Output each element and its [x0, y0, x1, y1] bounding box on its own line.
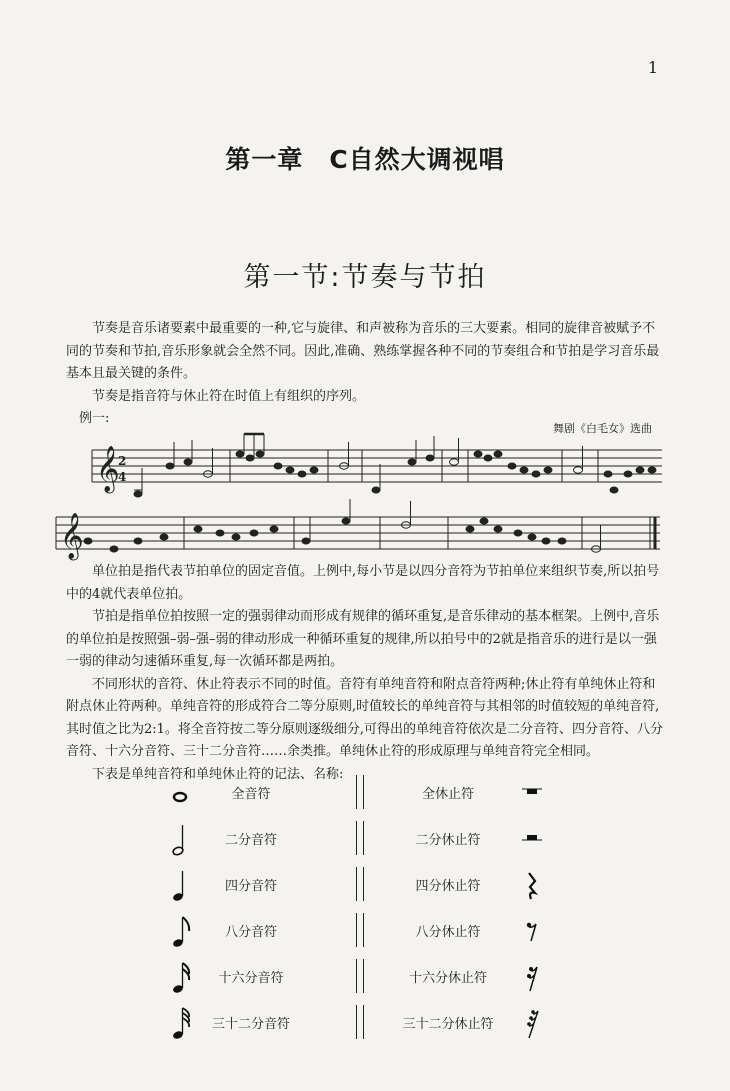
thirty-second-rest-icon	[520, 1007, 544, 1041]
body-paragraph: 单位拍是指代表节拍单位的固定音值。上例中,每小节是以四分音符为节拍单位来组织节奏,所以拍号中的4就代表单位拍。	[66, 564, 660, 602]
quarter-note-icon	[168, 869, 192, 903]
whole-rest-icon	[520, 777, 544, 811]
whole-note-icon	[168, 777, 192, 811]
example-label: 例一:	[79, 411, 110, 426]
rest-name: 三十二分休止符	[402, 1017, 494, 1032]
double-bar-divider	[356, 1005, 364, 1039]
body-paragraph: 节拍是指单位拍按照一定的强弱律动而形成有规律的循环重复,是音乐律动的基本框架。上例中,音乐的单位拍是按照强–弱–强–弱的律动形成一种循环重复的规律,所以拍号中的2就是指音乐的进行是以一强一弱的律动匀速循环重复,每一次循环都是两拍。	[66, 609, 660, 669]
note-name: 十六分音符	[218, 971, 284, 986]
example-source: 舞剧《白毛女》选曲	[553, 422, 652, 435]
note-name: 八分音符	[224, 925, 277, 940]
intro-paragraph: 节奏是指音符与休止符在时值上有组织的序列。	[92, 388, 366, 404]
double-bar-divider	[356, 959, 364, 993]
eighth-note-icon	[168, 915, 192, 949]
time-signature-bottom: 4	[118, 470, 127, 484]
table-row	[140, 911, 580, 957]
double-bar-divider	[356, 821, 364, 855]
body-paragraph: 不同形状的音符、休止符表示不同的时值。音符有单纯音符和附点音符两种;休止符有单纯休止符和附点休止符两种。单纯音符的形成符合二等分原则,时值较长的单纯音符与其相邻的时值较短的单纯音符,其时值之比为2:1。将全音符按二等分原则逐级细分,可得出的单纯音符依次是二分音符、四分音符、八分音符、十六分音符、三十二分音符……余类推。单纯休止符的形成原理与单纯音符完全相同。	[66, 676, 664, 759]
page-number: 1	[647, 58, 658, 77]
double-bar-divider	[356, 867, 364, 901]
time-signature-top: 2	[118, 454, 127, 468]
double-bar-divider	[356, 913, 364, 947]
music-staff-1	[92, 440, 662, 510]
rest-name: 八分休止符	[415, 925, 481, 940]
treble-clef-icon: 𝄞	[60, 513, 84, 559]
note-name: 四分音符	[224, 879, 277, 894]
half-rest-icon	[520, 823, 544, 857]
table-row	[140, 773, 580, 819]
quarter-rest-icon	[520, 869, 544, 903]
section-title: 第一节:节奏与节拍	[243, 262, 487, 293]
intro-text	[66, 318, 664, 431]
thirty-second-note-icon	[168, 1007, 192, 1041]
table-row	[140, 819, 580, 865]
intro-paragraph: 节奏是音乐诸要素中最重要的一种,它与旋律、和声被称为音乐的三大要素。相同的旋律音被赋予不同的节奏和节拍,音乐形象就会全然不同。因此,准确、熟练掌握各种不同的节奏组合和节拍是学习音乐最基本且最关键的条件。	[66, 321, 660, 381]
rest-name: 十六分休止符	[408, 971, 487, 986]
sixteenth-note-icon	[168, 961, 192, 995]
note-name: 全音符	[231, 787, 271, 802]
treble-clef-icon: 𝄞	[96, 446, 120, 492]
table-row	[140, 957, 580, 1003]
rest-name: 四分休止符	[415, 879, 481, 894]
body-paragraph: 下表是单纯音符和单纯休止符的记法、名称:	[92, 766, 344, 782]
sixteenth-rest-icon	[520, 961, 544, 995]
double-bar-divider	[356, 775, 364, 809]
rest-name: 二分休止符	[415, 833, 481, 848]
eighth-rest-icon	[520, 915, 544, 949]
note-name: 二分音符	[224, 833, 277, 848]
half-note-icon	[168, 823, 192, 857]
rest-name: 全休止符	[421, 787, 474, 802]
note-rest-table	[140, 773, 580, 1049]
chapter-title: 第一章 C自然大调视唱	[225, 145, 505, 174]
note-name: 三十二分音符	[211, 1017, 290, 1032]
body-text	[66, 561, 664, 786]
table-row	[140, 1003, 580, 1049]
table-row	[140, 865, 580, 911]
